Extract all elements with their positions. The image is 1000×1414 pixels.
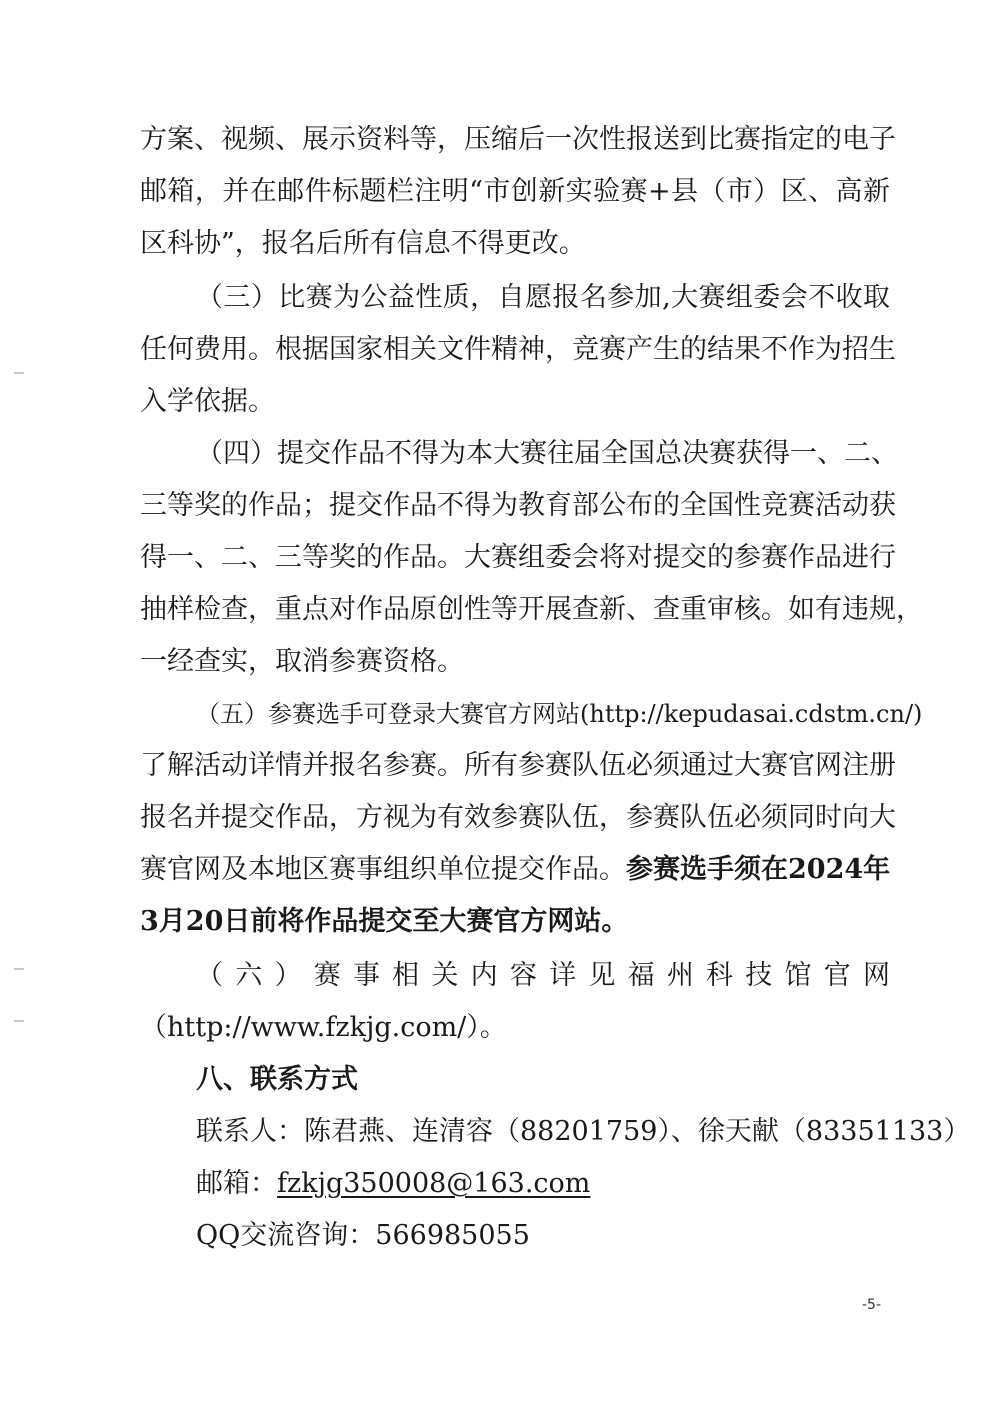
paragraph-text: 赛官网及本地区赛事组织单位提交作品。 bbox=[140, 854, 626, 885]
paragraph-line: 报名并提交作品，方视为有效参赛队伍，参赛队伍必须同时向大 bbox=[140, 802, 896, 833]
qq-value: 566985055 bbox=[375, 1220, 530, 1251]
paragraph-line: （http://www.fzkjg.com/）。 bbox=[140, 1012, 507, 1043]
paragraph-line: 邮箱，并在邮件标题栏注明“市创新实验赛+县（市）区、高新 bbox=[140, 176, 890, 207]
paragraph-line: 区科协”，报名后所有信息不得更改。 bbox=[140, 228, 586, 259]
qq-label: QQ交流咨询： bbox=[196, 1220, 376, 1251]
paragraph-line: （三）比赛为公益性质，自愿报名参加,大赛组委会不收取 bbox=[196, 282, 890, 313]
paragraph-line: 任何费用。根据国家相关文件精神，竞赛产生的结果不作为招生 bbox=[140, 334, 896, 365]
paragraph-line: 入学依据。 bbox=[140, 386, 275, 417]
section-heading: 八、联系方式 bbox=[196, 1064, 358, 1095]
deadline-notice: 参赛选手须在2024年 bbox=[626, 854, 891, 885]
paragraph-line: 三等奖的作品；提交作品不得为教育部公布的全国性竞赛活动获 bbox=[140, 490, 896, 521]
paragraph-line: （六）赛事相关内容详见福州科技馆官网 bbox=[196, 960, 890, 991]
scan-mark bbox=[14, 1020, 24, 1022]
contact-row bbox=[196, 1112, 971, 1152]
scan-mark bbox=[14, 372, 24, 374]
paragraph-line: （五）参赛选手可登录大赛官方网站(http://kepudasai.cdstm.cn/) bbox=[196, 700, 923, 728]
paragraph-line: 一经查实，取消参赛资格。 bbox=[140, 646, 464, 677]
contact-label: 联系人： bbox=[196, 1116, 304, 1147]
email-row bbox=[196, 1164, 890, 1204]
email-link[interactable]: fzkjg350008@163.com bbox=[277, 1168, 591, 1199]
paragraph-line: 抽样检查，重点对作品原创性等开展查新、查重审核。如有违规， bbox=[140, 594, 923, 625]
paragraph-line: 了解活动详情并报名参赛。所有参赛队伍必须通过大赛官网注册 bbox=[140, 750, 896, 781]
qq-row bbox=[196, 1216, 890, 1256]
page-number: -5- bbox=[862, 1297, 882, 1313]
email-label: 邮箱： bbox=[196, 1168, 277, 1199]
paragraph-line: 方案、视频、展示资料等，压缩后一次性报送到比赛指定的电子 bbox=[140, 124, 896, 155]
paragraph-line bbox=[140, 850, 890, 890]
contact-value: 陈君燕、连清容（88201759）、徐天献（83351133） bbox=[304, 1116, 971, 1147]
deadline-notice: 3月20日前将作品提交至大赛官方网站。 bbox=[140, 906, 629, 937]
paragraph-line: （四）提交作品不得为本大赛往届全国总决赛获得一、二、 bbox=[196, 438, 898, 469]
scan-mark bbox=[14, 968, 24, 970]
paragraph-line: 得一、二、三等奖的作品。大赛组委会将对提交的参赛作品进行 bbox=[140, 542, 896, 573]
